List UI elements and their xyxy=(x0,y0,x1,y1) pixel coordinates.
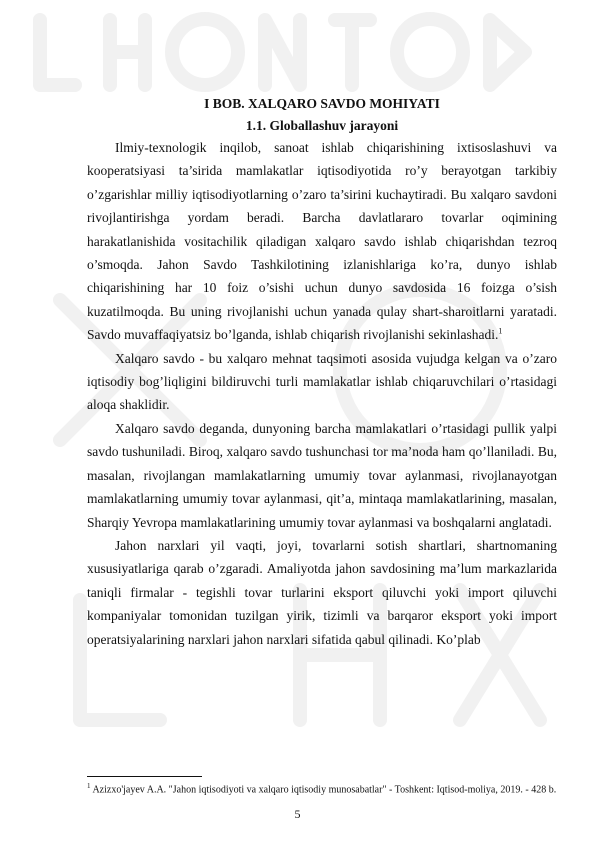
footnote-divider xyxy=(87,776,202,777)
paragraph-2: Xalqaro savdo - bu xalqaro mehnat taqsimoti asosida vujudga kelgan va o’zaro iqtisodiy bog’liqligini bildiruvchi turli mamlakatlar ishlab chiqaruvchilari o’rtasidagi aloqa shaklidir. xyxy=(87,350,557,413)
paragraph-1 xyxy=(87,136,557,347)
paragraph-1-text: Ilmiy-texnologik inqilob, sanoat ishlab chiqarishining ixtisoslashuvi va kooperatsiyasi ta’sirida mamlakatlar iqtisodiyotida ro’y berayotgan tarkibiy o’zgarishlar milliy iqtisodiyotlarning o’zaro ta’sirini kuchaytiradi. Bu xalqaro savdoni rivojlantirishga yordam beradi. Barcha davlatlararo tovarlar oqimining harakatlanishida vositachilik qiladigan xalqaro savdo ishlab chiqarishdan tezroq o’smoqda. Jahon Savdo Tashkilotining izlanishlariga ko’ra, dunyo ishlab chiqarishining har 10 foiz o’sishi uchun dunyo savdosida 16 foizga o’sish kuzatilmoqda. Bu uning rivojlanishi uchun yanada qulay shart-sharoitlarni yaratadi. Savdo muvaffaqiyatsiz bo’lganda, ishlab chiqarish rivojlanishi sekinlashadi. xyxy=(87,140,557,343)
paragraph-4: Jahon narxlari yil vaqti, joyi, tovarlarni sotish shartlari, shartnomaning xususiyatlariga qarab o’zgaradi. Amaliyotda jahon savdosining ma’lum markazlarida taniqli firmalar - tegishli tovar turlarini eksport qiluvchi yoki import qiluvchi kompaniyalar tomonidan tuzilgan yirik, tizimli va barqaror eksport yoki import operatsiyalarining narxlari jahon narxlari sifatida qabul qilinadi. Ko’plab xyxy=(87,537,557,647)
footnote-number: 1 xyxy=(87,782,91,790)
page-number: 5 xyxy=(294,807,301,821)
section-title: 1.1. Globallashuv jarayoni xyxy=(245,118,399,133)
page-body xyxy=(87,94,557,651)
paragraph-3: Xalqaro savdo deganda, dunyoning barcha mamlakatlari o’rtasidagi pullik yalpi savdo tushuniladi. Biroq, xalqaro savdo tushunchasi tor ma’noda ham qo’llaniladi. Bu, masalan, rivojlangan mamlakatlarning umumiy tovar aylanmasi, rivojlanayotgan mamlakatlarning umumiy tovar aylanmasi, qit’a, mintaqa mamlakatlarining, masalan, Sharqiy Yevropa mamlakatlarining umumiy tovar aylanmasi va boshqalarni anglatadi. xyxy=(87,420,557,530)
chapter-title: I BOB. XALQARO SAVDO MOHIYATI xyxy=(204,96,440,111)
footnote xyxy=(87,780,557,796)
footnote-text: Azizxo'jayev A.A. "Jahon iqtisodiyoti va xalqaro iqtisodiy munosabatlar" - Toshkent: Iqtisod-moliya, 2019. - 428 b. xyxy=(92,784,557,796)
footnote-reference[interactable]: 1 xyxy=(498,326,503,336)
